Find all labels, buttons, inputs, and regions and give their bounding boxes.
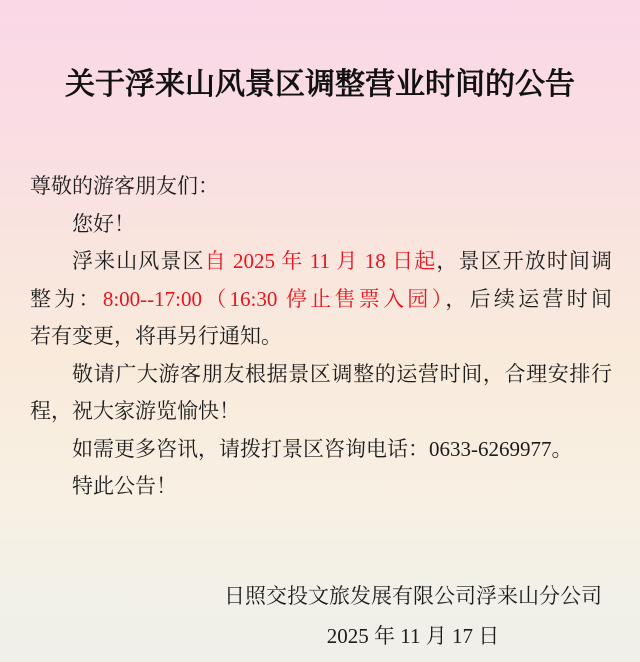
line3-text-after: ，景区开放时间调 [436,249,612,273]
hours-change-line-2 [30,281,612,319]
hours-change-line-1 [30,243,612,281]
closing-line: 特此公告！ [72,474,177,498]
change-notice-line: 若有变更，将再另行通知。 [30,324,282,348]
contact-phone-line: 如需更多咨讯，请拨打景区咨询电话：0633-6269977。 [72,436,573,461]
announcement-date: 2025 年 11 月 17 日 [326,624,500,648]
salutation-line: 尊敬的游客朋友们： [30,174,219,198]
line4-text-after: ，后续运营时间 [445,286,612,311]
greeting-line: 您好！ [72,211,135,236]
line4-text-before: 整为： [30,286,103,311]
effective-date-highlight: 自 2025 年 11 月 18 日起 [204,249,437,273]
company-name: 日照交投文旅发展有限公司浮来山分公司 [224,584,602,608]
advice-line-1: 敬请广大游客朋友根据景区调整的运营时间，合理安排行 [72,361,612,386]
signature-block [224,584,602,648]
announcement-body [30,168,612,506]
advice-line-2: 程，祝大家游览愉快！ [30,399,240,423]
line3-text-before: 浮来山风景区 [72,249,205,273]
announcement-title: 关于浮来山风景区调整营业时间的公告 [65,68,575,101]
opening-hours-highlight: 8:00--17:00（16:30 停止售票入园） [102,286,446,311]
